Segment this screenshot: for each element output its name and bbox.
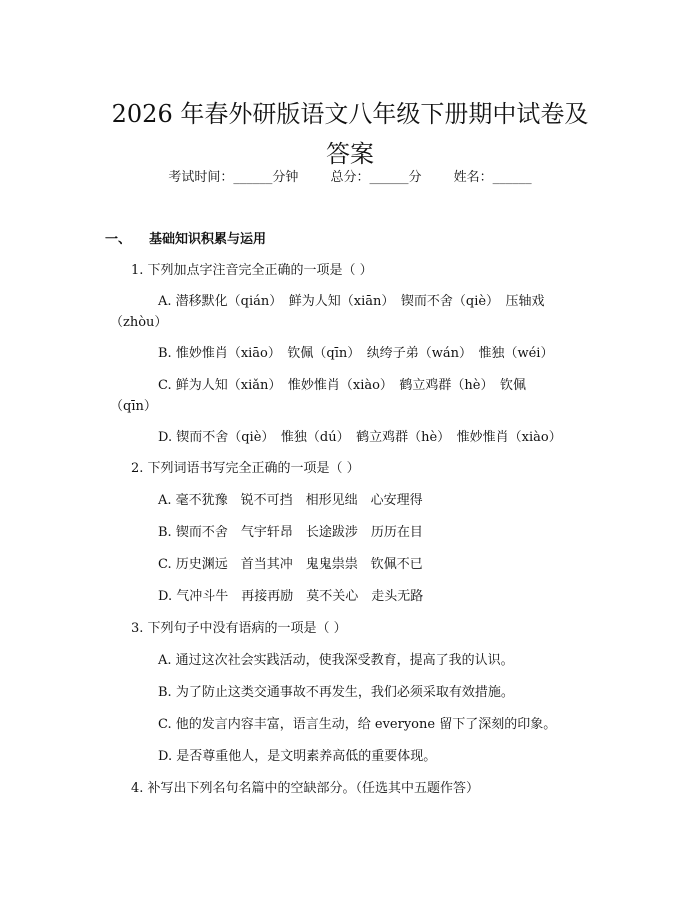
q1-option-a: A. 潜移默化（qián） 鲜为人知（xiān） 锲而不舍（qiè） 压轴戏 — [158, 294, 545, 309]
q2-option-c: C. 历史渊远 首当其冲 鬼鬼祟祟 钦佩不已 — [158, 557, 423, 572]
question-4-stem: 4. 补写出下列名句名篇中的空缺部分。（任选其中五题作答） — [131, 781, 480, 796]
student-name: 姓名：______ — [453, 170, 532, 185]
question-3-stem: 3. 下列句子中没有语病的一项是（ ） — [131, 621, 347, 636]
total-score: 总分：______分 — [330, 170, 422, 185]
q1-option-d: D. 锲而不舍（qiè） 惟独（dú） 鹤立鸡群（hè） 惟妙惟肖（xiào） — [158, 430, 562, 445]
question-1-stem: 1. 下列加点字注音完全正确的一项是（ ） — [131, 263, 373, 278]
q2-option-d: D. 气冲斗牛 再接再励 莫不关心 走头无路 — [158, 589, 424, 604]
document-title — [100, 94, 600, 174]
q3-option-a: A. 通过这次社会实践活动，使我深受教育，提高了我的认识。 — [158, 653, 514, 668]
q3-option-d: D. 是否尊重他人，是文明素养高低的重要体现。 — [158, 749, 437, 764]
q1-option-c-wrap: （qīn） — [110, 399, 157, 414]
q3-option-b: B. 为了防止这类交通事故不再发生，我们必须采取有效措施。 — [158, 685, 514, 700]
title-line-1: 2026 年春外研版语文八年级下册期中试卷及 — [111, 100, 589, 129]
q3-option-c: C. 他的发言内容丰富，语言生动，给 everyone 留下了深刻的印象。 — [158, 717, 557, 732]
section-title: 基础知识积累与运用 — [149, 232, 267, 247]
q1-option-b: B. 惟妙惟肖（xiāo） 钦佩（qīn） 纨绔子弟（wán） 惟独（wéi） — [158, 346, 554, 361]
exam-time: 考试时间：______分钟 — [168, 170, 299, 185]
exam-meta — [0, 168, 700, 188]
section-number: 一、 — [105, 232, 132, 247]
q2-option-a: A. 毫不犹豫 锐不可挡 相形见绌 心安理得 — [158, 493, 423, 508]
question-2-stem: 2. 下列词语书写完全正确的一项是（ ） — [131, 461, 360, 476]
q1-option-a-wrap: （zhòu） — [110, 315, 168, 330]
q2-option-b: B. 锲而不舍 气宇轩昂 长途跋涉 历历在目 — [158, 525, 423, 540]
q1-option-c: C. 鲜为人知（xiǎn） 惟妙惟肖（xiào） 鹤立鸡群（hè） 钦佩 — [158, 378, 526, 393]
section-heading — [105, 230, 266, 250]
title-line-2: 答案 — [326, 140, 374, 169]
